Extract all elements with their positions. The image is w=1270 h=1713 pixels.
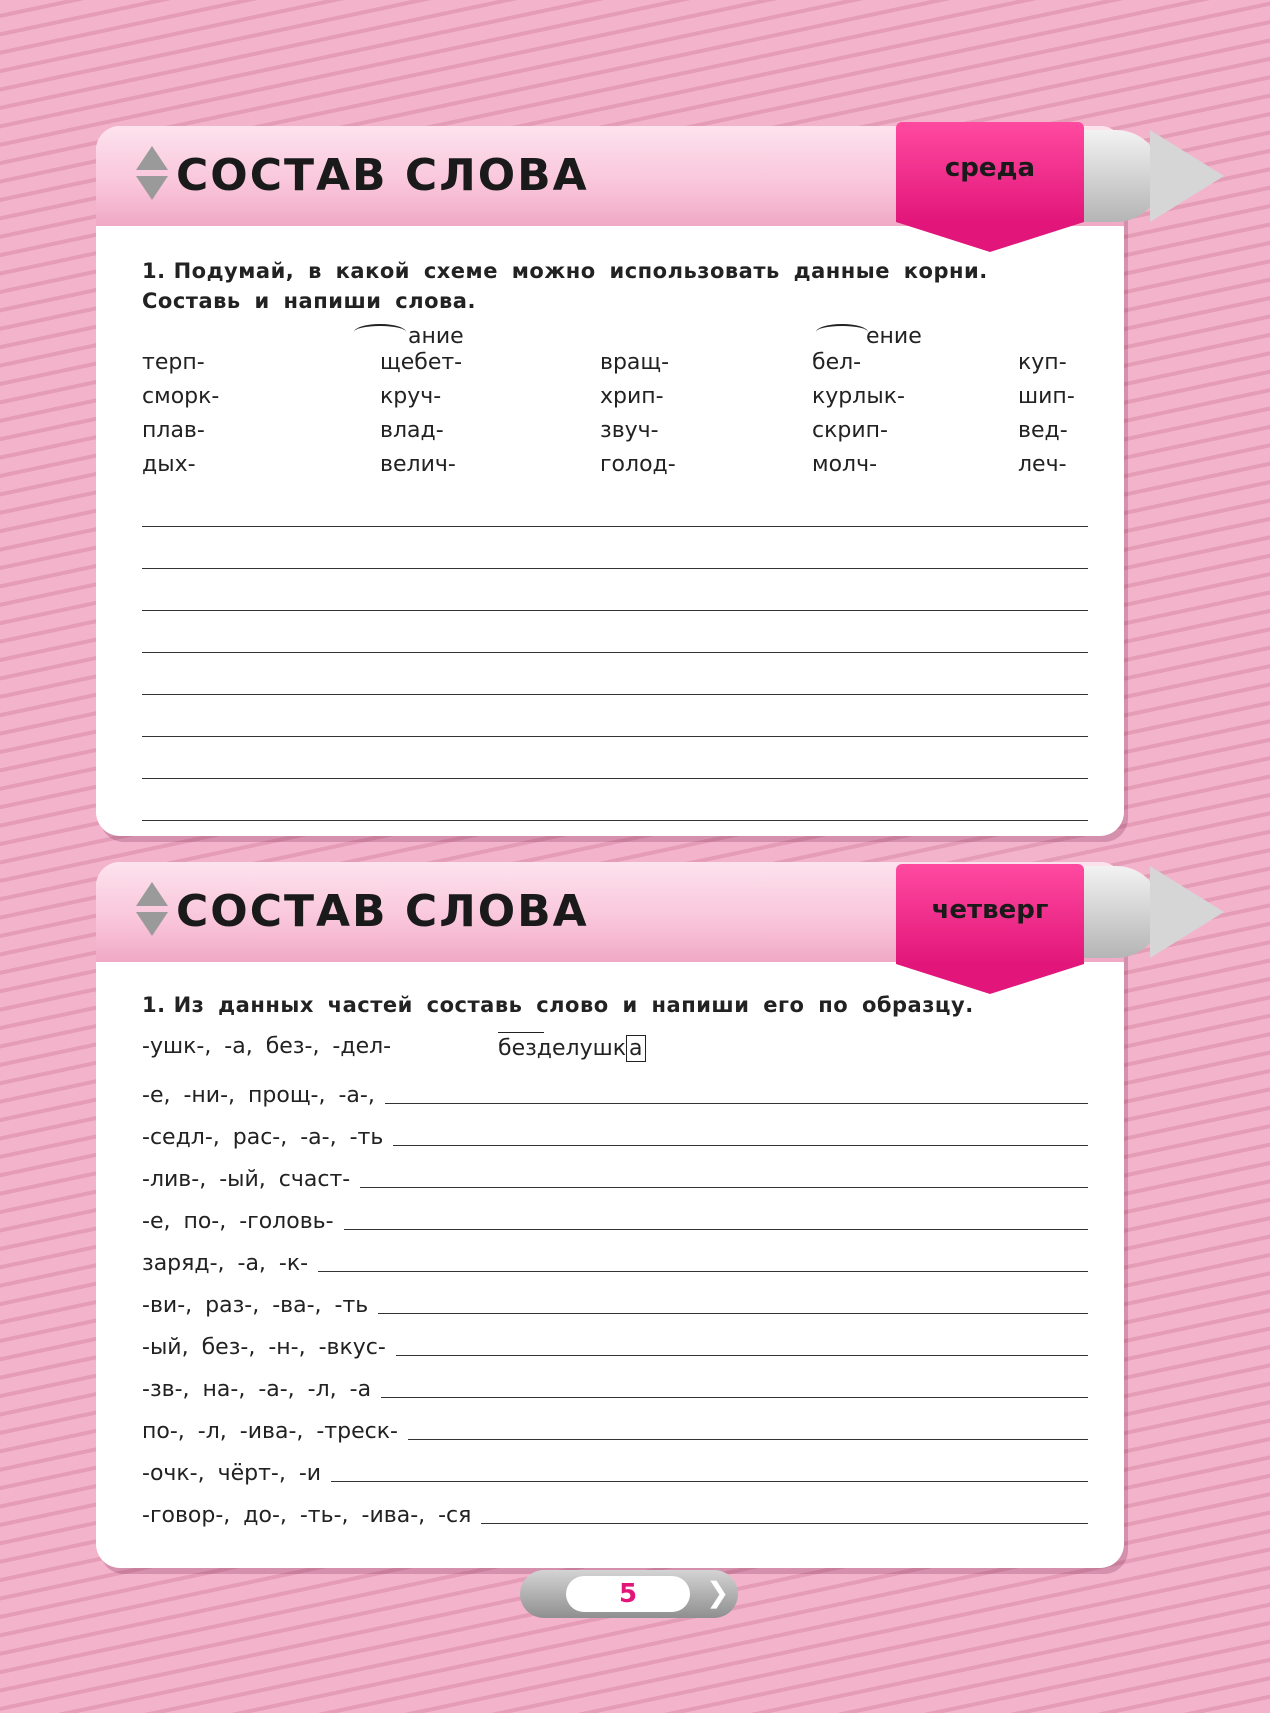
exercise-row xyxy=(142,1198,1088,1240)
exercise-row xyxy=(142,1072,1088,1114)
root-word: молч- xyxy=(812,452,878,477)
root-word: велич- xyxy=(380,452,456,477)
task-text: Подумай, в какой схеме можно использовать данные корни. Составь и напиши слова. xyxy=(142,259,988,313)
root-word: вращ- xyxy=(600,350,670,375)
page-navigator xyxy=(520,1570,738,1618)
root-word: куп- xyxy=(1018,350,1067,375)
answer-line[interactable] xyxy=(396,1355,1088,1356)
answer-line[interactable] xyxy=(381,1397,1088,1398)
exercise-row xyxy=(142,1366,1088,1408)
root-word: вед- xyxy=(1018,418,1068,443)
task-instruction xyxy=(142,256,1086,316)
suffix-scheme-right: ение xyxy=(866,324,922,349)
writing-line[interactable] xyxy=(142,610,1088,611)
exercise-row xyxy=(142,1240,1088,1282)
pencil-tip xyxy=(1150,130,1224,222)
exercise-row xyxy=(142,1156,1088,1198)
exercise-row xyxy=(142,1492,1088,1534)
sample-word-ending: а xyxy=(626,1035,645,1062)
word-parts: -говор-, до-, -ть-, -ива-, -ся xyxy=(142,1503,472,1528)
word-parts: -лив-, -ый, счаст- xyxy=(142,1167,351,1192)
root-word: дых- xyxy=(142,452,196,477)
word-parts: -е, -ни-, прощ-, -а-, xyxy=(142,1083,375,1108)
writing-line[interactable] xyxy=(142,526,1088,527)
answer-line[interactable] xyxy=(331,1481,1088,1482)
section-title: СОСТАВ СЛОВА xyxy=(176,886,589,937)
writing-line[interactable] xyxy=(142,820,1088,821)
writing-line[interactable] xyxy=(142,652,1088,653)
answer-line[interactable] xyxy=(393,1145,1088,1146)
root-word: щебет- xyxy=(380,350,463,375)
root-arc-mark xyxy=(354,324,406,340)
arrow-up-icon xyxy=(136,146,168,170)
word-parts: -седл-, рас-, -а-, -ть xyxy=(142,1125,384,1150)
writing-line[interactable] xyxy=(142,778,1088,779)
root-word: плав- xyxy=(142,418,205,443)
word-parts: заряд-, -а, -к- xyxy=(142,1251,309,1276)
root-word: терп- xyxy=(142,350,205,375)
root-arc-mark xyxy=(816,324,868,340)
word-parts: -е, по-, -головь- xyxy=(142,1209,334,1234)
roots-table xyxy=(142,346,1092,486)
chevron-right-icon[interactable]: ❯ xyxy=(706,1576,730,1609)
exercise-row xyxy=(142,1450,1088,1492)
answer-line[interactable] xyxy=(408,1439,1088,1440)
day-tab-wednesday: среда xyxy=(896,122,1084,222)
pencil-tip xyxy=(1150,866,1224,958)
arrow-up-icon xyxy=(136,882,168,906)
roots-column xyxy=(142,346,219,482)
sample-word-stem: безделушк xyxy=(498,1036,627,1061)
word-parts: -очк-, чёрт-, -и xyxy=(142,1461,322,1486)
arrow-down-icon xyxy=(136,176,168,200)
day-tab-point xyxy=(896,222,1084,252)
task-instruction xyxy=(142,990,1086,1020)
root-word: бел- xyxy=(812,350,862,375)
word-parts: -зв-, на-, -а-, -л, -а xyxy=(142,1377,372,1402)
root-word: шип- xyxy=(1018,384,1075,409)
root-word: леч- xyxy=(1018,452,1067,477)
arrow-down-icon xyxy=(136,912,168,936)
answer-line[interactable] xyxy=(360,1187,1088,1188)
exercise-row xyxy=(142,1324,1088,1366)
day-tab-point xyxy=(896,964,1084,994)
writing-line[interactable] xyxy=(142,568,1088,569)
task-text: Из данных частей составь слово и напиши его по образцу. xyxy=(173,993,974,1017)
word-parts: -ви-, раз-, -ва-, -ть xyxy=(142,1293,369,1318)
word-parts: -ый, без-, -н-, -вкус- xyxy=(142,1335,386,1360)
roots-column xyxy=(600,346,676,482)
root-word: влад- xyxy=(380,418,444,443)
exercise-row xyxy=(142,1408,1088,1450)
answer-line[interactable] xyxy=(378,1313,1088,1314)
word-parts: по-, -л, -ива-, -треск- xyxy=(142,1419,398,1444)
page-number: 5 xyxy=(566,1576,690,1612)
sample-parts: -ушк-, -а, без-, -дел- xyxy=(142,1034,392,1059)
writing-line[interactable] xyxy=(142,694,1088,695)
roots-column xyxy=(812,346,905,482)
root-word: хрип- xyxy=(600,384,664,409)
root-word: звуч- xyxy=(600,418,659,443)
answer-line[interactable] xyxy=(481,1523,1088,1524)
sample-word xyxy=(498,1036,646,1061)
suffix-scheme-left: ание xyxy=(408,324,464,349)
root-word: круч- xyxy=(380,384,442,409)
exercise-row xyxy=(142,1282,1088,1324)
roots-column xyxy=(1018,346,1075,482)
answer-line[interactable] xyxy=(344,1229,1088,1230)
task-number: 1. xyxy=(142,993,166,1017)
root-word: голод- xyxy=(600,452,676,477)
root-word: курлык- xyxy=(812,384,905,409)
day-tab-thursday: четверг xyxy=(896,864,1084,964)
answer-line[interactable] xyxy=(318,1271,1088,1272)
section-title: СОСТАВ СЛОВА xyxy=(176,150,589,201)
prefix-mark xyxy=(498,1032,544,1041)
answer-line[interactable] xyxy=(385,1103,1088,1104)
root-word: скрип- xyxy=(812,418,888,443)
roots-column xyxy=(380,346,462,482)
writing-line[interactable] xyxy=(142,736,1088,737)
exercise-row xyxy=(142,1114,1088,1156)
root-word: сморк- xyxy=(142,384,220,409)
task-number: 1. xyxy=(142,259,166,283)
